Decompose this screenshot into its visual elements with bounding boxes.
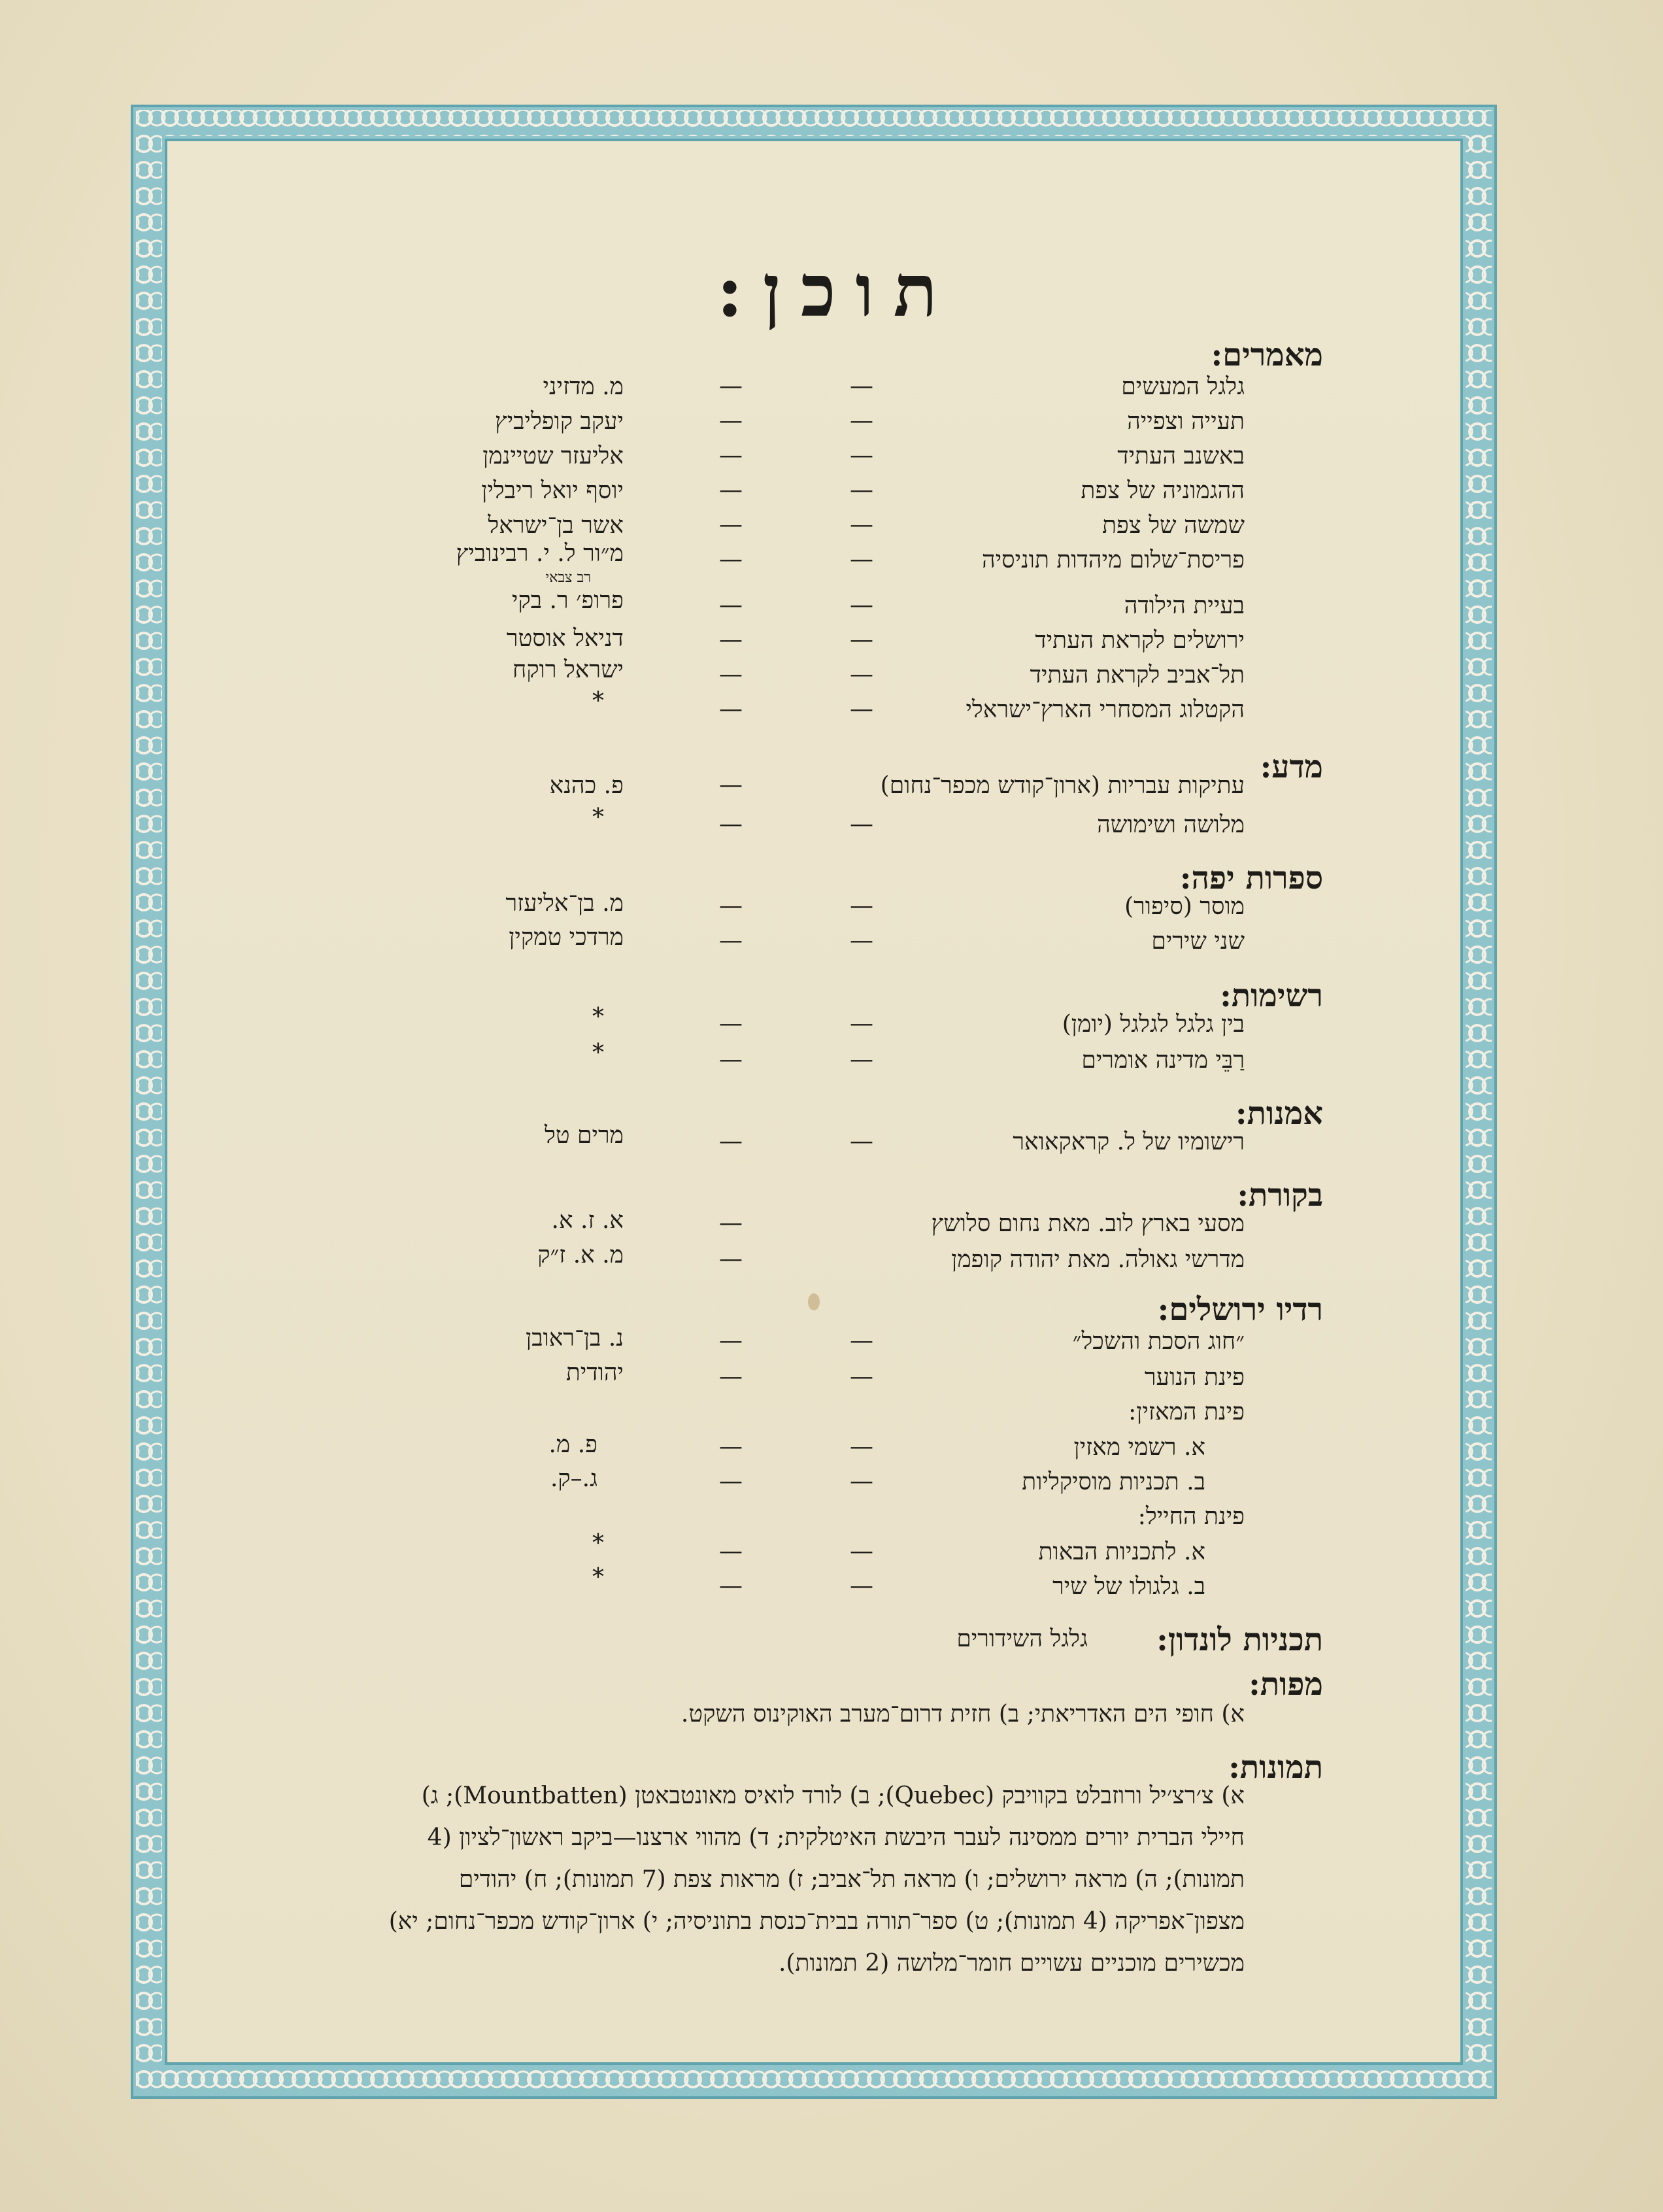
- leader-dash: —: [850, 811, 873, 838]
- toc-item-title: הקטלוג המסחרי הארץ־ישראלי: [966, 696, 1245, 723]
- toc-item-author: מ. א. ז״ק: [537, 1242, 624, 1268]
- section-heading-notes: רשימות:: [1220, 978, 1323, 1014]
- leader-dash: —: [719, 1573, 743, 1599]
- leader-dash: —: [719, 661, 743, 688]
- toc-item-author: מ״ור ל. י. רבינוביץ: [456, 540, 624, 567]
- leader-dash: —: [850, 893, 873, 919]
- leader-dash: —: [850, 1573, 873, 1599]
- toc-item-title: בעיית הילודה: [1124, 592, 1245, 619]
- leader-dash: —: [719, 1327, 743, 1354]
- leader-dash: —: [850, 442, 873, 469]
- leader-dash: —: [850, 407, 873, 434]
- toc-item-title: ירושלים לקראת העתיד: [1035, 627, 1245, 654]
- toc-item-title: מוסר (סיפור): [1124, 893, 1245, 920]
- toc-item-title: בין גלגל לגלגל (יומן): [1062, 1011, 1245, 1038]
- toc-item-author: ישראל רוקח: [512, 656, 624, 683]
- section-heading-london: תכניות לונדון:: [1156, 1622, 1323, 1658]
- leader-dash: —: [719, 1363, 743, 1390]
- section-heading-radio: רדיו ירושלים:: [1157, 1291, 1323, 1328]
- toc-item-title: פריסת־שלום מיהדות תוניסיה: [982, 547, 1245, 573]
- toc-item-title: שני שירים: [1151, 928, 1245, 955]
- toc-item-title: ההגמוניה של צפת: [1081, 477, 1245, 504]
- toc-item-author: א. ז. א.: [551, 1207, 624, 1234]
- toc-item-author: דניאל אוסטר: [506, 625, 624, 652]
- toc-item-author: פ. כהנא: [549, 772, 624, 799]
- leader-dash: —: [850, 1538, 873, 1565]
- london-program-text: גלגל השידורים: [956, 1625, 1088, 1652]
- leader-dash: —: [719, 927, 743, 954]
- leader-dash: —: [719, 1210, 743, 1236]
- pictures-text: א) צ׳רצ׳יל ורוזבלט בקוויבק (Quebec); ב) לורד לואיס מאונטבאטן (Mountbatten); ג) חיילי הברית יורים ממסינה לעבר היבשת האיטלקית; ד) מהווי ארצנו—ביקב ראשון־לציון (4 תמונות); ה) מראה ירושלים; ו) מראה תל־אביב; ז) מראות צפת (7 תמונות); ח) יהודים מצפון־אפריקה (4 תמונות); ט) ספר־תורה בבית־כנסת בתוניסיה; י) ארון־קודש מכפר־נחום; יא) מכשירים מוכניים עשויים חומר־מלושה (2 תמונות).: [388, 1782, 1245, 1977]
- toc-item-author: מרדכי טמקין: [509, 924, 624, 951]
- toc-item-title: שמשה של צפת: [1102, 512, 1245, 539]
- toc-item-author: מ. בן־אליעזר: [505, 890, 624, 917]
- section-heading-literature: ספרות יפה:: [1179, 860, 1323, 896]
- leader-dash: —: [719, 592, 743, 619]
- leader-dash: —: [719, 477, 743, 503]
- toc-item-author: פרופ׳ ר. בקי: [512, 587, 624, 614]
- leader-dash: —: [719, 772, 743, 798]
- leader-dash: —: [850, 1433, 873, 1460]
- toc-item-title: ״חוג הסכת והשכל״: [1072, 1328, 1245, 1355]
- leader-dash: —: [719, 407, 743, 434]
- toc-item-author: *: [592, 1040, 604, 1066]
- leader-dash: —: [850, 373, 873, 400]
- leader-dash: —: [850, 592, 873, 619]
- leader-dash: —: [719, 442, 743, 469]
- leader-dash: —: [719, 511, 743, 538]
- leader-dash: —: [850, 661, 873, 688]
- toc-subheading: פינת החייל:: [1137, 1503, 1245, 1530]
- leader-dash: —: [719, 696, 743, 723]
- toc-item-author: מ. מדזיני: [543, 373, 624, 400]
- toc-item-title: באשנב העתיד: [1117, 443, 1245, 469]
- section-heading-maps: מפות:: [1249, 1666, 1323, 1703]
- toc-item-author: נ. בן־ראובן: [526, 1325, 624, 1352]
- toc-item-author: *: [592, 1530, 604, 1557]
- leader-dash: —: [719, 1468, 743, 1495]
- toc-item-author: מרים טל: [545, 1122, 624, 1149]
- section-heading-art: אמנות:: [1235, 1095, 1323, 1132]
- leader-dash: —: [719, 1246, 743, 1272]
- leader-dash: —: [850, 1327, 873, 1354]
- leader-dash: —: [719, 373, 743, 400]
- toc-item-author: פ. מ.: [548, 1431, 597, 1458]
- section-heading-criticism: בקורת:: [1237, 1177, 1323, 1214]
- toc-item-title: רַבֵּי מדינה אומרים: [1081, 1047, 1245, 1074]
- leader-dash: —: [850, 1128, 873, 1155]
- toc-item-title: מלושה ושימושה: [1097, 811, 1245, 838]
- toc-item-title: עתיקות עבריות (ארון־קודש מכפר־נחום): [880, 772, 1245, 799]
- toc-item-title: מדרשי גאולה. מאת יהודה קופמן: [951, 1246, 1245, 1273]
- leader-dash: —: [850, 546, 873, 573]
- leader-dash: —: [850, 1468, 873, 1495]
- toc-subheading: פינת המאזין:: [1128, 1399, 1245, 1425]
- toc-item-title: ב. גלגולו של שיר: [1052, 1573, 1205, 1600]
- toc-item-title: תעייה וצפייה: [1127, 408, 1245, 435]
- toc-item-title: א. לתכניות הבאות: [1038, 1539, 1205, 1565]
- toc-item-title: גלגל המעשים: [1121, 373, 1245, 400]
- toc-item-author: ג.–ק.: [550, 1465, 597, 1492]
- leader-dash: —: [850, 1046, 873, 1073]
- leader-dash: —: [719, 626, 743, 653]
- toc-item-title: א. רשמי מאזין: [1073, 1434, 1205, 1461]
- leader-dash: —: [719, 811, 743, 838]
- toc-item-author: אליעזר שטיינמן: [482, 443, 624, 469]
- toc-item-author: *: [592, 688, 604, 715]
- section-heading-pictures: תמונות:: [1228, 1749, 1323, 1786]
- leader-dash: —: [850, 1363, 873, 1390]
- leader-dash: —: [719, 1538, 743, 1565]
- toc-item-author: *: [592, 804, 604, 831]
- leader-dash: —: [719, 1010, 743, 1037]
- toc-item-title: פינת הנוער: [1144, 1364, 1245, 1391]
- leader-dash: —: [719, 1046, 743, 1073]
- leader-dash: —: [719, 1128, 743, 1155]
- leader-dash: —: [850, 477, 873, 503]
- leader-dash: —: [850, 1010, 873, 1037]
- section-heading-science: מדע:: [1260, 749, 1323, 785]
- leader-dash: —: [850, 511, 873, 538]
- toc-item-author: יוסף יואל ריבלין: [481, 477, 624, 504]
- toc-item-title: ב. תכניות מוסיקליות: [1022, 1469, 1205, 1495]
- leader-dash: —: [850, 927, 873, 954]
- toc-item-title: תל־אביב לקראת העתיד: [1030, 662, 1245, 689]
- leader-dash: —: [719, 893, 743, 919]
- toc-item-title: רישומיו של ל. קראקאואר: [1013, 1129, 1245, 1155]
- toc-item-author: יהודית: [565, 1359, 624, 1386]
- leader-dash: —: [719, 1433, 743, 1460]
- page-title: תוכן:: [716, 248, 957, 333]
- toc-item-title: מסעי בארץ לוב. מאת נחום סלושץ: [931, 1210, 1245, 1237]
- toc-item-author: יעקב קופליביץ: [494, 408, 624, 435]
- leader-dash: —: [719, 546, 743, 573]
- toc-item-author: *: [592, 1564, 604, 1591]
- section-heading-articles: מאמרים:: [1211, 337, 1323, 373]
- maps-text: א) חופי הים האדריאתי; ב) חזית דרום־מערב האוקינוס השקט.: [680, 1701, 1245, 1727]
- leader-dash: —: [850, 626, 873, 653]
- toc-item-author: אשר בן־ישראל: [488, 512, 624, 539]
- paper-stain: [808, 1293, 820, 1310]
- toc-item-author: *: [592, 1004, 604, 1030]
- toc-item-author-note: רב צבאי: [545, 570, 591, 586]
- leader-dash: —: [850, 696, 873, 723]
